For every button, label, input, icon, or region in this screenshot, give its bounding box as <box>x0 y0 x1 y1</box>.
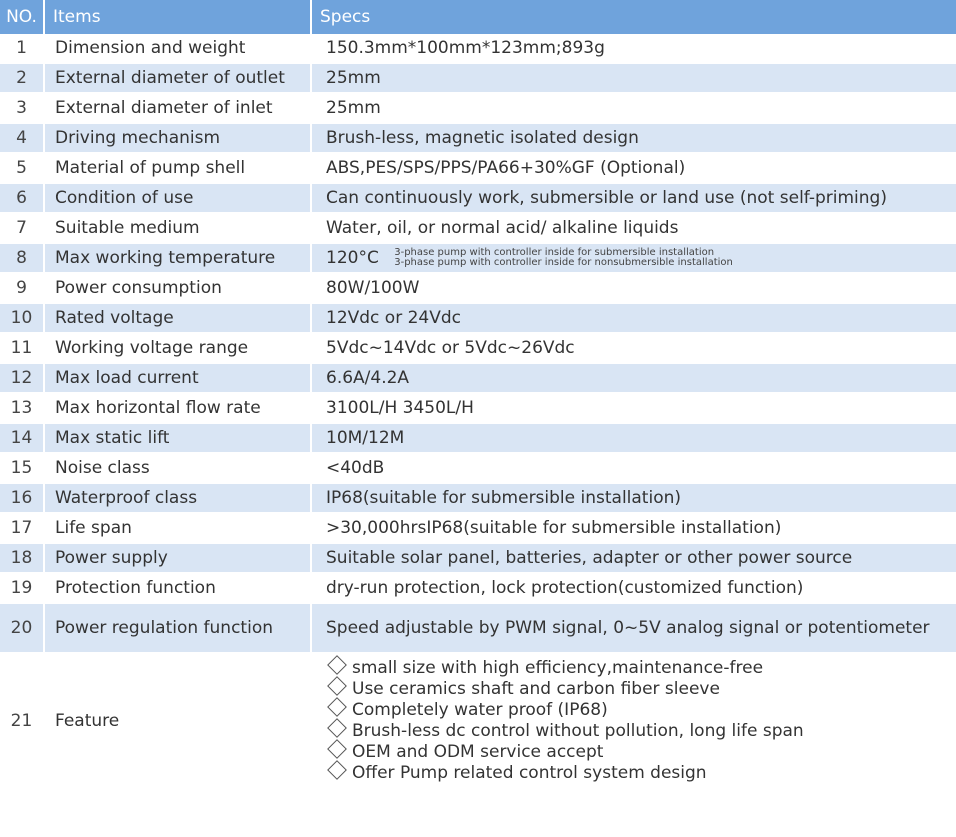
row-number: 8 <box>0 244 45 274</box>
row-number: 12 <box>0 364 45 394</box>
row-spec: Speed adjustable by PWM signal, 0~5V analog signal or potentiometer <box>312 604 956 654</box>
table-row <box>0 304 956 334</box>
row-number: 19 <box>0 574 45 604</box>
row-item: Rated voltage <box>45 304 312 334</box>
row-item: External diameter of outlet <box>45 64 312 94</box>
row-number: 20 <box>0 604 45 654</box>
row-spec-temperature <box>312 244 956 274</box>
row-number: 10 <box>0 304 45 334</box>
feature-item <box>326 721 946 742</box>
row-item: Power supply <box>45 544 312 574</box>
table-row <box>0 574 956 604</box>
row-spec: ABS,PES/SPS/PPS/PA66+30%GF (Optional) <box>312 154 956 184</box>
feature-list <box>312 654 956 790</box>
row-item: External diameter of inlet <box>45 94 312 124</box>
diamond-icon <box>327 655 347 675</box>
table-row <box>0 64 956 94</box>
row-number: 2 <box>0 64 45 94</box>
row-spec: Suitable solar panel, batteries, adapter or other power source <box>312 544 956 574</box>
header-row <box>0 0 956 34</box>
row-item: Life span <box>45 514 312 544</box>
row-spec: 12Vdc or 24Vdc <box>312 304 956 334</box>
feature-text: Use ceramics shaft and carbon fiber sleeve <box>352 679 720 699</box>
row-item: Protection function <box>45 574 312 604</box>
row-spec: Brush-less, magnetic isolated design <box>312 124 956 154</box>
row-number: 5 <box>0 154 45 184</box>
feature-item <box>326 658 946 679</box>
row-item: Material of pump shell <box>45 154 312 184</box>
header-specs: Specs <box>312 0 956 34</box>
temperature-note-1: 3-phase pump with controller inside for submersible installation <box>394 247 715 258</box>
row-spec: Can continuously work, submersible or land use (not self-priming) <box>312 184 956 214</box>
diamond-icon <box>327 676 347 696</box>
diamond-icon <box>327 760 347 780</box>
row-number: 1 <box>0 34 45 64</box>
row-item: Max load current <box>45 364 312 394</box>
row-number: 13 <box>0 394 45 424</box>
table-row <box>0 154 956 184</box>
row-number: 4 <box>0 124 45 154</box>
row-spec: 6.6A/4.2A <box>312 364 956 394</box>
row-number: 18 <box>0 544 45 574</box>
diamond-icon <box>327 697 347 717</box>
feature-text: small size with high efficiency,maintenance-free <box>352 658 764 678</box>
table-row <box>0 544 956 574</box>
row-spec: IP68(suitable for submersible installation) <box>312 484 956 514</box>
row-item: Condition of use <box>45 184 312 214</box>
table-row <box>0 94 956 124</box>
header-items: Items <box>45 0 312 34</box>
table-row <box>0 394 956 424</box>
row-item: Working voltage range <box>45 334 312 364</box>
temperature-value: 120°C <box>326 248 379 268</box>
temperature-note-2: 3-phase pump with controller inside for nonsubmersible installation <box>394 257 733 268</box>
row-number: 21 <box>0 654 45 790</box>
diamond-icon <box>327 718 347 738</box>
table-row <box>0 364 956 394</box>
row-spec: 80W/100W <box>312 274 956 304</box>
header-no: NO. <box>0 0 45 34</box>
row-item: Feature <box>45 654 312 790</box>
feature-text: Completely water proof (IP68) <box>352 700 608 720</box>
row-item: Dimension and weight <box>45 34 312 64</box>
row-spec: 3100L/H 3450L/H <box>312 394 956 424</box>
row-spec: 25mm <box>312 64 956 94</box>
diamond-icon <box>327 739 347 759</box>
row-item: Noise class <box>45 454 312 484</box>
table-row <box>0 454 956 484</box>
temperature-notes <box>394 248 733 268</box>
row-spec: 5Vdc~14Vdc or 5Vdc~26Vdc <box>312 334 956 364</box>
table-row <box>0 334 956 364</box>
table-row <box>0 604 956 654</box>
row-item: Max static lift <box>45 424 312 454</box>
row-number: 16 <box>0 484 45 514</box>
table-row <box>0 124 956 154</box>
row-spec: 150.3mm*100mm*123mm;893g <box>312 34 956 64</box>
row-number: 6 <box>0 184 45 214</box>
row-number: 9 <box>0 274 45 304</box>
row-spec: <40dB <box>312 454 956 484</box>
row-number: 7 <box>0 214 45 244</box>
row-spec: 10M/12M <box>312 424 956 454</box>
row-spec: Water, oil, or normal acid/ alkaline liquids <box>312 214 956 244</box>
feature-item <box>326 742 946 763</box>
feature-text: Brush-less dc control without pollution, long life span <box>352 721 804 741</box>
row-item: Power regulation function <box>45 604 312 654</box>
row-item: Waterproof class <box>45 484 312 514</box>
row-number: 17 <box>0 514 45 544</box>
table-row <box>0 514 956 544</box>
row-item: Power consumption <box>45 274 312 304</box>
table-row-feature <box>0 654 956 790</box>
row-number: 15 <box>0 454 45 484</box>
row-item: Driving mechanism <box>45 124 312 154</box>
feature-item <box>326 763 946 784</box>
row-spec: dry-run protection, lock protection(customized function) <box>312 574 956 604</box>
row-number: 14 <box>0 424 45 454</box>
row-item: Suitable medium <box>45 214 312 244</box>
table-row <box>0 274 956 304</box>
feature-item <box>326 679 946 700</box>
feature-item <box>326 700 946 721</box>
row-number: 11 <box>0 334 45 364</box>
row-spec: >30,000hrsIP68(suitable for submersible installation) <box>312 514 956 544</box>
feature-text: OEM and ODM service accept <box>352 742 604 762</box>
row-number: 3 <box>0 94 45 124</box>
table-row <box>0 424 956 454</box>
table-row <box>0 34 956 64</box>
table-row <box>0 214 956 244</box>
table-row <box>0 484 956 514</box>
table-row <box>0 244 956 274</box>
row-item: Max horizontal flow rate <box>45 394 312 424</box>
row-item: Max working temperature <box>45 244 312 274</box>
row-spec: 25mm <box>312 94 956 124</box>
table-row <box>0 184 956 214</box>
feature-text: Offer Pump related control system design <box>352 763 707 783</box>
